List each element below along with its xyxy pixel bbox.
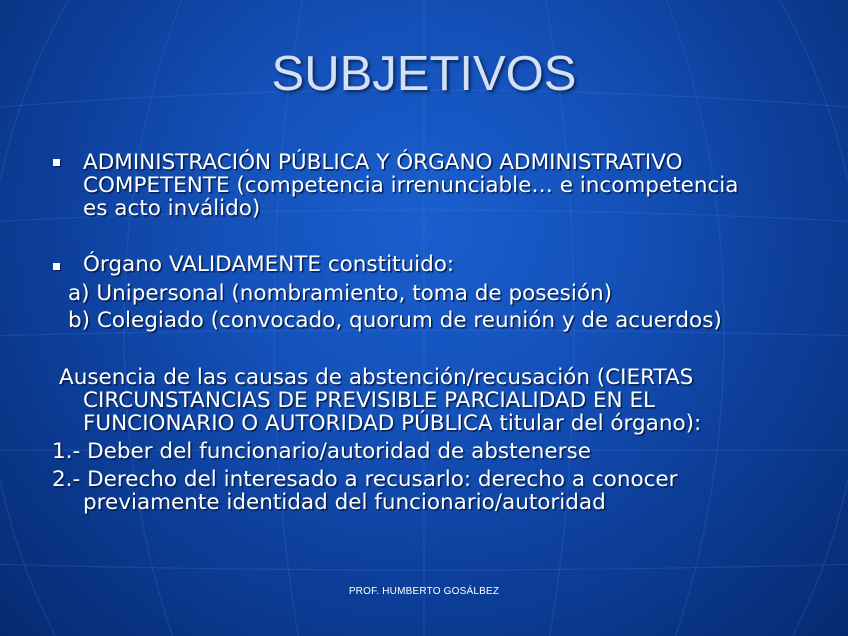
bullet2-sub-b: b) Colegiado (convocado, quorum de reunión y de acuerdos) <box>68 308 722 333</box>
bullet2-line1: Órgano VALIDAMENTE constituido: <box>83 252 455 277</box>
footer-author: PROF. HUMBERTO GOSÁLBEZ <box>348 586 500 597</box>
ausencia-line1: Ausencia de las causas de abstención/recusación (CIERTAS <box>59 365 694 390</box>
list-item-1: 1.- Deber del funcionario/autoridad de abstenerse <box>52 439 591 464</box>
square-bullet-icon <box>53 159 60 166</box>
bullet1-line3: es acto inválido) <box>83 196 261 221</box>
ausencia-line2: CIRCUNSTANCIAS DE PREVISIBLE PARCIALIDAD EN EL <box>83 388 656 413</box>
bullet1-line1: ADMINISTRACIÓN PÚBLICA Y ÓRGANO ADMINISTRATIVO <box>83 150 683 175</box>
square-bullet-icon <box>53 263 60 270</box>
ausencia-line3: FUNCIONARIO O AUTORIDAD PÚBLICA titular del órgano): <box>83 411 702 436</box>
slide-title: SUBJETIVOS <box>271 47 577 101</box>
bullet2-sub-a: a) Unipersonal (nombramiento, toma de posesión) <box>68 281 613 306</box>
bullet1-line2: COMPETENTE (competencia irrenunciable… e incompetencia <box>83 173 739 198</box>
list-item-2-line2: previamente identidad del funcionario/autoridad <box>83 490 606 515</box>
list-item-2-line1: 2.- Derecho del interesado a recusarlo: derecho a conocer <box>52 467 678 492</box>
